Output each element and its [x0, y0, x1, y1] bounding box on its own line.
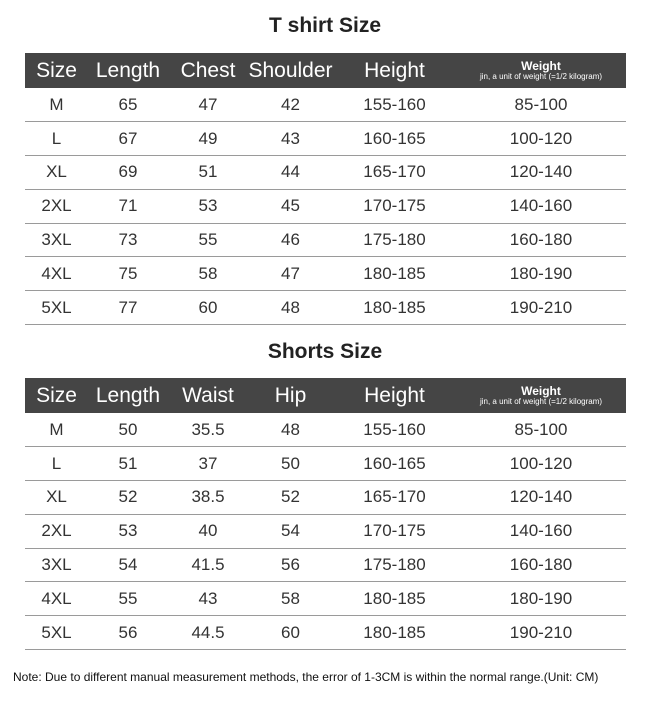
table-cell: 160-180	[456, 548, 626, 582]
table-cell: XL	[25, 481, 88, 515]
table-cell: 190-210	[456, 616, 626, 650]
table-cell: 38.5	[168, 481, 248, 515]
measurement-note: Note: Due to different manual measurement methods, the error of 1-3CM is within the normal range.(Unit: CM)	[13, 670, 599, 684]
table-cell: 35.5	[168, 413, 248, 447]
table-cell: 47	[248, 257, 333, 291]
table-row	[25, 291, 626, 325]
table-row	[25, 88, 626, 122]
table-row	[25, 514, 626, 548]
col-header-height: Height	[333, 53, 456, 88]
table-cell: 71	[88, 189, 168, 223]
table-cell: 69	[88, 156, 168, 190]
table-cell: XL	[25, 156, 88, 190]
table-cell: 42	[248, 88, 333, 122]
shorts-size-title: Shorts Size	[267, 340, 383, 363]
table-cell: 60	[248, 616, 333, 650]
table-row	[25, 481, 626, 515]
table-cell: M	[25, 88, 88, 122]
table-cell: 170-175	[333, 189, 456, 223]
table-cell: 55	[88, 582, 168, 616]
table-row	[25, 189, 626, 223]
table-cell: 160-165	[333, 447, 456, 481]
table-cell: 56	[248, 548, 333, 582]
tshirt-size-table	[25, 53, 626, 325]
table-cell: 175-180	[333, 223, 456, 257]
tshirt-table-body	[25, 88, 626, 325]
table-cell: 41.5	[168, 548, 248, 582]
table-cell: 100-120	[456, 447, 626, 481]
table-cell: 48	[248, 291, 333, 325]
table-row	[25, 616, 626, 650]
col-header-size: Size	[25, 53, 88, 88]
col-header-weight	[456, 378, 626, 413]
table-cell: 43	[248, 122, 333, 156]
table-cell: 5XL	[25, 291, 88, 325]
table-cell: 44	[248, 156, 333, 190]
weight-header-unit-note: jin, a unit of weight (=1/2 kilogram)	[479, 72, 603, 81]
table-cell: 180-185	[333, 291, 456, 325]
weight-header-label: Weight	[521, 384, 561, 398]
shorts-size-table	[25, 378, 626, 650]
table-cell: 190-210	[456, 291, 626, 325]
table-cell: 40	[168, 514, 248, 548]
table-cell: 52	[88, 481, 168, 515]
tshirt-size-title: T shirt Size	[268, 14, 382, 37]
table-cell: 51	[88, 447, 168, 481]
col-header-size: Size	[25, 378, 88, 413]
col-header-weight	[456, 53, 626, 88]
table-cell: 54	[248, 514, 333, 548]
table-cell: 175-180	[333, 548, 456, 582]
table-cell: 73	[88, 223, 168, 257]
col-header-chest: Chest	[168, 53, 248, 88]
table-cell: 67	[88, 122, 168, 156]
table-row	[25, 223, 626, 257]
table-cell: 53	[168, 189, 248, 223]
table-cell: 37	[168, 447, 248, 481]
table-row	[25, 582, 626, 616]
table-row	[25, 413, 626, 447]
table-cell: 50	[248, 447, 333, 481]
table-cell: 2XL	[25, 189, 88, 223]
table-cell: 53	[88, 514, 168, 548]
table-cell: 75	[88, 257, 168, 291]
table-cell: 46	[248, 223, 333, 257]
shorts-table-header	[25, 378, 626, 413]
col-header-length: Length	[88, 53, 168, 88]
table-cell: 55	[168, 223, 248, 257]
table-cell: 85-100	[456, 413, 626, 447]
table-cell: 5XL	[25, 616, 88, 650]
table-cell: 54	[88, 548, 168, 582]
table-row	[25, 257, 626, 291]
table-cell: 4XL	[25, 257, 88, 291]
table-cell: 52	[248, 481, 333, 515]
table-cell: 165-170	[333, 156, 456, 190]
table-cell: 44.5	[168, 616, 248, 650]
table-cell: L	[25, 122, 88, 156]
table-cell: 60	[168, 291, 248, 325]
table-cell: 155-160	[333, 88, 456, 122]
table-cell: 56	[88, 616, 168, 650]
table-cell: L	[25, 447, 88, 481]
table-cell: M	[25, 413, 88, 447]
table-cell: 180-185	[333, 257, 456, 291]
table-cell: 45	[248, 189, 333, 223]
table-cell: 47	[168, 88, 248, 122]
table-cell: 165-170	[333, 481, 456, 515]
table-cell: 85-100	[456, 88, 626, 122]
tshirt-table-header	[25, 53, 626, 88]
table-row	[25, 447, 626, 481]
table-cell: 140-160	[456, 189, 626, 223]
shorts-table-body	[25, 413, 626, 650]
table-cell: 180-190	[456, 257, 626, 291]
table-cell: 77	[88, 291, 168, 325]
weight-header-unit-note: jin, a unit of weight (=1/2 kilogram)	[479, 397, 603, 406]
table-cell: 58	[248, 582, 333, 616]
table-cell: 3XL	[25, 223, 88, 257]
table-cell: 180-185	[333, 616, 456, 650]
weight-header-label: Weight	[521, 59, 561, 73]
table-cell: 100-120	[456, 122, 626, 156]
col-header-shoulder: Shoulder	[248, 53, 333, 88]
table-cell: 155-160	[333, 413, 456, 447]
table-cell: 51	[168, 156, 248, 190]
table-cell: 58	[168, 257, 248, 291]
table-cell: 120-140	[456, 156, 626, 190]
table-cell: 65	[88, 88, 168, 122]
table-cell: 2XL	[25, 514, 88, 548]
table-cell: 180-190	[456, 582, 626, 616]
table-cell: 170-175	[333, 514, 456, 548]
table-cell: 160-180	[456, 223, 626, 257]
table-cell: 120-140	[456, 481, 626, 515]
table-row	[25, 156, 626, 190]
table-cell: 48	[248, 413, 333, 447]
col-header-height: Height	[333, 378, 456, 413]
table-row	[25, 548, 626, 582]
table-cell: 160-165	[333, 122, 456, 156]
table-cell: 43	[168, 582, 248, 616]
table-cell: 140-160	[456, 514, 626, 548]
col-header-hip: Hip	[248, 378, 333, 413]
col-header-waist: Waist	[168, 378, 248, 413]
col-header-length: Length	[88, 378, 168, 413]
table-cell: 4XL	[25, 582, 88, 616]
table-cell: 50	[88, 413, 168, 447]
table-cell: 49	[168, 122, 248, 156]
table-cell: 180-185	[333, 582, 456, 616]
table-cell: 3XL	[25, 548, 88, 582]
table-row	[25, 122, 626, 156]
